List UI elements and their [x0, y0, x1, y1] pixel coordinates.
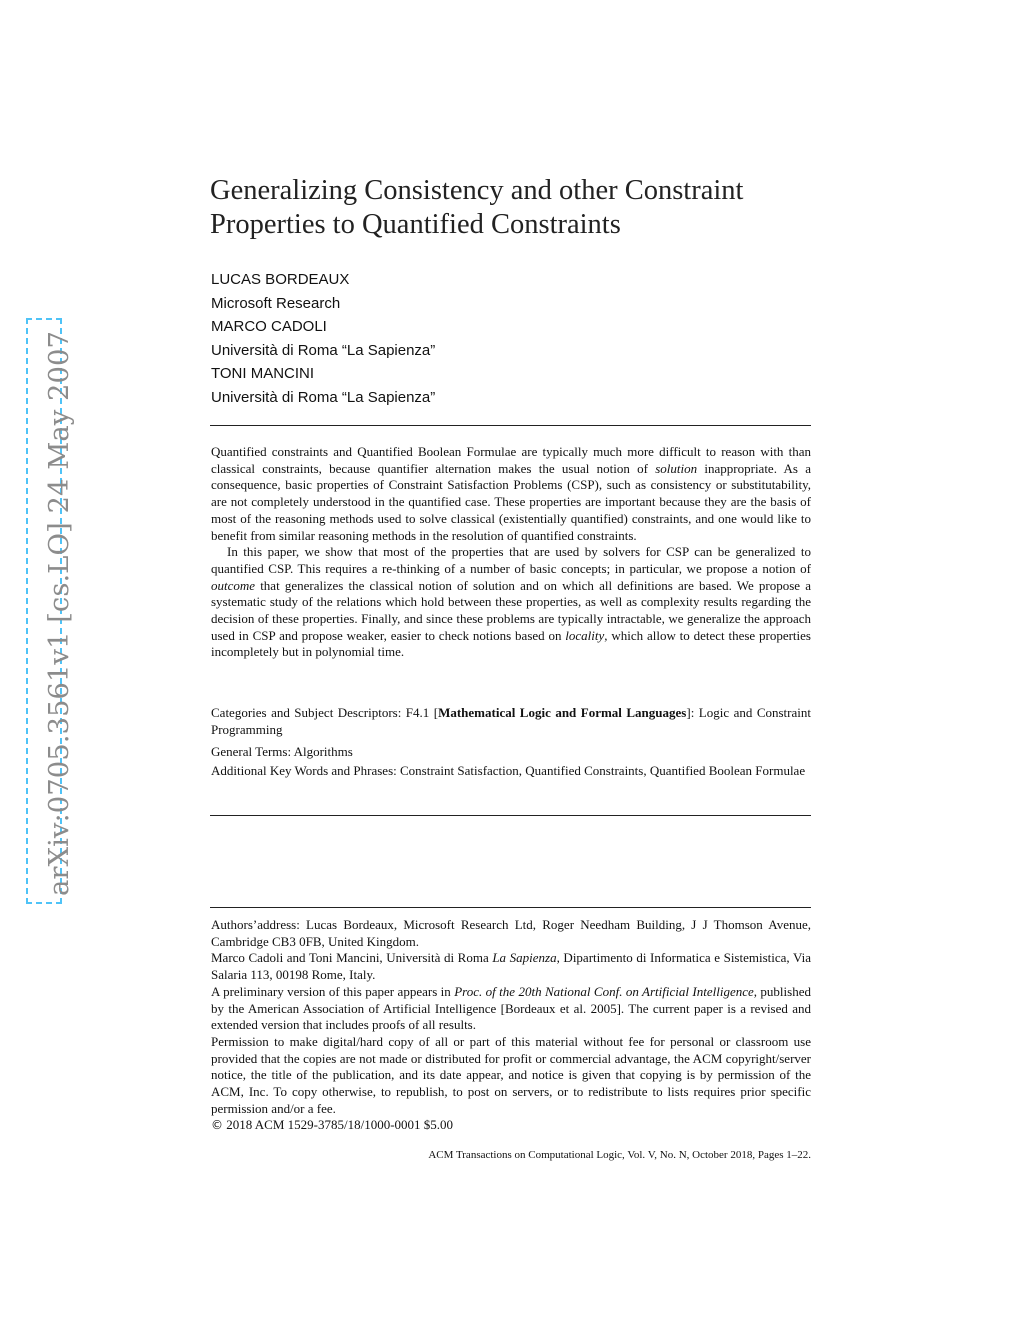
copyright-icon: © — [211, 1118, 223, 1133]
paper-title: Generalizing Consistency and other Constraint Properties to Quantified Constraints — [210, 175, 744, 240]
authors-address-2: Marco Cadoli and Toni Mancini, Università di Roma La Sapienza, Dipartimento di Informatica e Sistemistica, Via Salaria 113, 00198 Rome, Italy. — [211, 950, 812, 983]
abstract-paragraph: In this paper, we show that most of the properties that are used by solvers for CSP can be generalized to quantified CSP. This requires a re-thinking of a number of basic concepts; in particular, we propose a notion of outcome that generalizes the classical notion of solution and on which all definitions are based. We propose a systematic study of the relations which hold between these properties, as well as complexity results regarding the decision of these properties. Finally, and since these problems are typically intractable, we generalize the approach used in CSP and propose weaker, easier to check notions based on locality, which allow to detect these properties incompletely but in polynomial time. — [211, 544, 811, 660]
general-terms: General Terms: Algorithms — [211, 744, 353, 759]
keywords: Additional Key Words and Phrases: Constraint Satisfaction, Quantified Constraints, Quantified Boolean Formulae — [211, 763, 806, 778]
footnote-rule — [210, 907, 811, 908]
author-name: TONI MANCINI — [211, 365, 315, 382]
running-footer: ACM Transactions on Computational Logic, Vol. V, No. N, October 2018, Pages 1–22. — [428, 1149, 811, 1161]
authors-address: Authors’address: Lucas Bordeaux, Microsoft Research Ltd, Roger Needham Building, J J Thomson Avenue, Cambridge CB3 0FB, United Kingdom. — [211, 917, 811, 949]
arxiv-stamp: arXiv:0705.3561v1 [cs.LO] 24 May 2007 — [26, 318, 62, 904]
copyright-line: © 2018 ACM 1529-3785/18/1000-0001 $5.00 — [211, 1117, 454, 1133]
top-rule — [210, 425, 811, 426]
subject-descriptors: Categories and Subject Descriptors: F4.1 [Mathematical Logic and Formal Languages]: Logic and Constraint Programming — [211, 705, 811, 737]
footnotes — [211, 917, 811, 1134]
abstract-paragraph: Quantified constraints and Quantified Boolean Formulae are typically much more difficult to reason with than classical constraints, because quantifier alternation makes the usual notion of solution inappropriate. As a consequence, basic properties of Constraint Satisfaction Problems (CSP), such as consistency or substitutability, are not completely understood in the quantified case. These properties are important because they are the basis of most of the reasoning methods used to solve classical (existentially quantified) constraints, and one would like to benefit from similar reasoning methods in the resolution of quantified constraints. — [211, 444, 812, 543]
preliminary-version-note: A preliminary version of this paper appears in Proc. of the 20th National Conf. on Artificial Intelligence, published by the American Association of Artificial Intelligence [Bordeaux et al. 2005]. The current paper is a revised and extended version that includes proofs of all results. — [211, 983, 811, 1033]
author-affiliation: Università di Roma “La Sapienza” — [211, 388, 436, 406]
author-list — [211, 268, 435, 409]
author-name: MARCO CADOLI — [211, 318, 327, 335]
abstract — [211, 444, 811, 661]
permission-notice: Permission to make digital/hard copy of all or part of this material without fee for personal or classroom use provided that the copies are not made or distributed for profit or commercial advantage, the ACM copyright/server notice, the title of the publication, and its date appear, and notice is given that copying is by permission of the ACM, Inc. To copy otherwise, to republish, to post on servers, or to redistribute to lists requires prior specific permission and/or a fee. — [211, 1033, 811, 1116]
author-affiliation: Microsoft Research — [211, 294, 341, 312]
author-name: LUCAS BORDEAUX — [211, 271, 350, 288]
author-affiliation: Università di Roma “La Sapienza” — [211, 341, 436, 359]
bottom-rule — [210, 815, 811, 816]
